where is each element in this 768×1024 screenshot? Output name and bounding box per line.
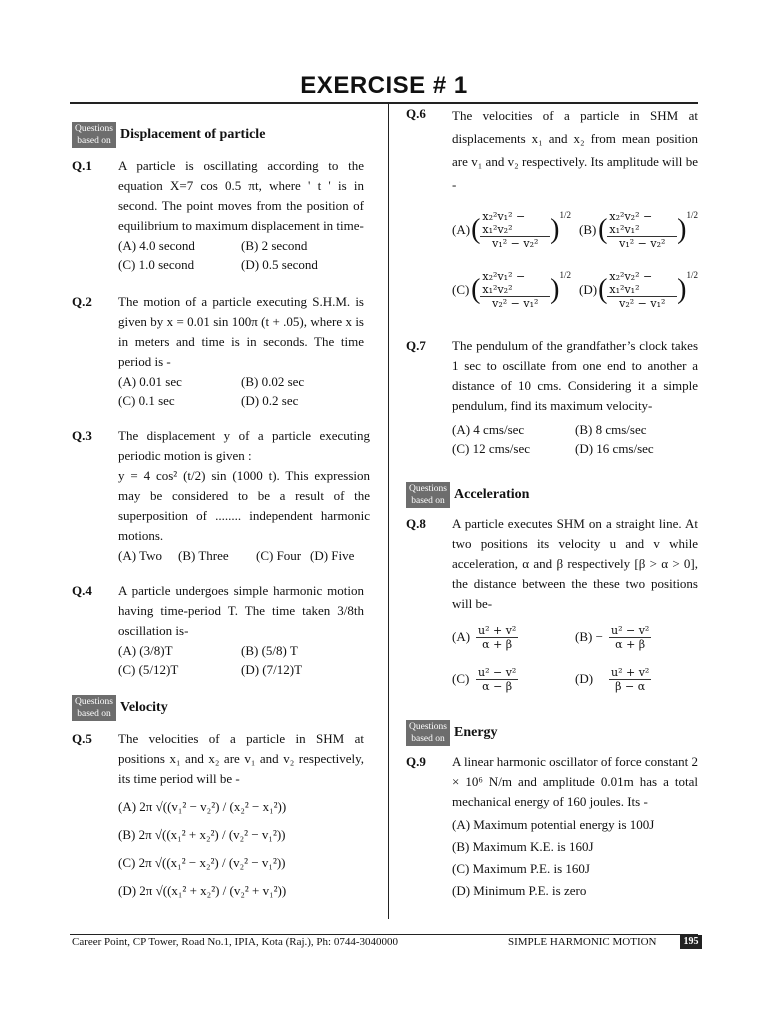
- question-number: Q.4: [72, 583, 92, 598]
- question-text-cont: y = 4 cos² (t/2) sin (1000 t). This expression may be considered to be a result of the superposition of ........ independent harmonic motions.: [118, 468, 370, 543]
- option-b: (B) (5/8) T: [241, 643, 298, 658]
- option-a-denominator: α + β: [482, 637, 513, 651]
- question-text: A particle executes SHM on a straight line. At two positions its velocity u and v while acceleration, α and β respectively [β > α > 0], the distance between the these two positions will be-: [452, 516, 698, 611]
- option-b: (B) 8 cms/sec: [575, 422, 647, 437]
- option-a: (A) 0.01 sec: [118, 374, 182, 389]
- section-header: [72, 693, 364, 723]
- option-a-label: (A): [452, 222, 471, 237]
- option-d: (D) 0.5 second: [241, 257, 318, 272]
- option-d: (D) 0.2 sec: [241, 393, 299, 408]
- option-d-label: (D): [575, 671, 594, 686]
- options: [452, 420, 698, 458]
- footer-publisher: Career Point, CP Tower, Road No.1, IPIA, Kota (Raj.), Ph: 0744-3040000: [72, 936, 399, 948]
- option-c: (C) Maximum P.E. is 160J: [452, 861, 590, 876]
- option-b: (B) 2 second: [241, 238, 308, 253]
- option-a-numerator: u² + v²: [478, 623, 517, 637]
- options: [118, 372, 364, 410]
- question-number: Q.3: [72, 428, 92, 443]
- question-number: Q.7: [406, 338, 426, 353]
- question-2: [72, 292, 364, 410]
- option-a: (A) 4 cms/sec: [452, 422, 525, 437]
- option-c: (C) 0.1 sec: [118, 393, 175, 408]
- option-d-denominator: β − α: [615, 679, 646, 693]
- option-d-numerator: u² + v²: [611, 665, 650, 679]
- option-a: (A) (3/8)T: [118, 643, 173, 658]
- page-title: EXERCISE # 1: [300, 72, 468, 99]
- question-text: A particle undergoes simple harmonic motion having time-period T. The time taken 3/8th oscillation is-: [118, 583, 364, 638]
- option-a: (A) 2π √((v₁² − v₂²) / (x₂² − x₁²)): [118, 799, 287, 814]
- option-c-denominator: v₂² − v₁²: [492, 297, 539, 310]
- footer-rule: [70, 934, 698, 935]
- question-text: The velocities of a particle in SHM at positions x₁ and x₂ are v₁ and v₂ respectively, its time period will be -: [118, 731, 364, 786]
- column-divider: [388, 104, 389, 919]
- footer-chapter: SIMPLE HARMONIC MOTION: [508, 936, 657, 948]
- section-header: [406, 718, 698, 748]
- option-b-numerator: u² − v²: [611, 623, 650, 637]
- question-number: Q.8: [406, 516, 426, 531]
- option-a: (A) Two: [118, 548, 162, 563]
- option-d: (D) 16 cms/sec: [575, 441, 654, 456]
- section-badge: Questions based on: [406, 720, 450, 746]
- option-c-label: (C): [452, 671, 470, 686]
- options: (A) ( $\frac{\text{x₂²v₁² − x₁²v₂²}}{\text{v₁² − v₂²}}$ ) 1/2 (B) ( $\frac{\text{x₂²v₂² − x₁²v₁²}}{\text{v₁² − v₂²}}$ ) 1/2 (C) ( $\frac{\text{x₂²v₁² − x₁²v₂²}}{\text{v₂² − v₁²}}$ ) 1/2 (D) ( $\frac{\text{x₂²v₂² − x₁²v₁²}}{\text{v₂² − v₁²}}$ ) 1/2: [452, 210, 698, 310]
- option-c-label: (C): [452, 282, 470, 297]
- option-b-denominator: v₁² − v₂²: [619, 237, 666, 250]
- option-d-label: (D): [579, 282, 598, 297]
- section-badge: Questions based on: [406, 482, 450, 508]
- option-c-numerator: x₂²v₁² − x₁²v₂²: [480, 270, 550, 297]
- question-number: Q.5: [72, 731, 92, 746]
- question-4: [72, 581, 364, 679]
- option-b-fraction: [607, 210, 677, 250]
- option-b: (B) 2π √((x₁² + x₂²) / (v₂² − v₁²)): [118, 827, 286, 842]
- question-3: [72, 426, 370, 565]
- option-d: (D) Minimum P.E. is zero: [452, 883, 587, 898]
- option-c-denominator: α − β: [482, 679, 513, 693]
- option-b-fraction: [609, 624, 651, 651]
- option-b-label: (B): [579, 222, 597, 237]
- options: [452, 814, 698, 902]
- option-d: (D) 2π √((x₁² + x₂²) / (v₂² + v₁²)): [118, 883, 287, 898]
- question-text: A particle is oscillating according to the equation X=7 cos 0.5 πt, where ' t ' is in second. The point moves from the position of equilibrium to maximum displacement in time-: [118, 158, 364, 233]
- option-a-numerator: x₂²v₁² − x₁²v₂²: [480, 210, 550, 237]
- section-title: Velocity: [120, 700, 168, 715]
- option-b-numerator: x₂²v₂² − x₁²v₁²: [607, 210, 677, 237]
- option-d-numerator: x₂²v₂² − x₁²v₁²: [607, 270, 677, 297]
- option-b: (B) 0.02 sec: [241, 374, 305, 389]
- option-c: (C) (5/12)T: [118, 662, 179, 677]
- option-d: (D) (7/12)T: [241, 662, 303, 677]
- section-title: Displacement of particle: [120, 127, 266, 142]
- question-9: [406, 752, 698, 902]
- question-text: The displacement y of a particle executing periodic motion is given :: [118, 428, 370, 463]
- section-title: Energy: [454, 725, 498, 740]
- option-d-denominator: v₂² − v₁²: [619, 297, 666, 310]
- options: [118, 546, 370, 565]
- question-text: The pendulum of the grandfather’s clock takes 1 sec to oscillate from one end to another a distance of 10 cms. Considering it a simple pendulum, find its maximum velocity-: [452, 338, 698, 413]
- question-8: [406, 514, 698, 698]
- question-6: [406, 104, 698, 316]
- question-text: The motion of a particle executing S.H.M. is given by x = 0.01 sin 100π (t + .05), where x is in meters and time is in seconds. The time period is -: [118, 294, 364, 369]
- option-a-fraction: [480, 210, 550, 250]
- option-c: (C) 1.0 second: [118, 257, 195, 272]
- page-number: 195: [680, 935, 702, 949]
- option-b-label: (B) −: [575, 629, 603, 644]
- option-c-fraction: [476, 666, 518, 693]
- question-number: Q.6: [406, 106, 426, 121]
- left-column: [72, 120, 370, 905]
- option-a-fraction: [476, 624, 518, 651]
- option-c: (C) Four: [256, 548, 302, 563]
- option-d-fraction: [607, 270, 677, 310]
- options: [118, 236, 364, 274]
- question-5: [72, 729, 364, 905]
- option-c: (C) 2π √((x₁² − x₂²) / (v₂² − v₁²)): [118, 855, 286, 870]
- option-a-exponent: 1/2: [559, 210, 571, 220]
- options: [118, 793, 364, 905]
- option-c-fraction: [480, 270, 550, 310]
- section-badge: Questions based on: [72, 122, 116, 148]
- option-d-exponent: 1/2: [686, 270, 698, 280]
- option-b: (B) Maximum K.E. is 160J: [452, 839, 594, 854]
- option-d-fraction: [609, 666, 651, 693]
- section-title: Acceleration: [454, 487, 530, 502]
- option-c-numerator: u² − v²: [478, 665, 517, 679]
- section-header: [72, 120, 364, 150]
- option-b-denominator: α + β: [615, 637, 646, 651]
- question-7: [406, 336, 698, 458]
- option-a: (A) Maximum potential energy is 100J: [452, 817, 655, 832]
- option-c-exponent: 1/2: [559, 270, 571, 280]
- option-a-denominator: v₁² − v₂²: [492, 237, 539, 250]
- right-column: [406, 104, 698, 902]
- option-a-label: (A): [452, 629, 471, 644]
- options: [452, 618, 698, 698]
- section-header: [406, 480, 698, 510]
- option-b: (B) Three: [178, 548, 229, 563]
- question-text: The velocities of a particle in SHM at displacements x₁ and x₂ from mean position are v₁ and v₂ respectively. Its amplitude will be -: [452, 108, 698, 192]
- option-a: (A) 4.0 second: [118, 238, 195, 253]
- option-c: (C) 12 cms/sec: [452, 441, 530, 456]
- option-b-exponent: 1/2: [686, 210, 698, 220]
- question-number: Q.9: [406, 754, 426, 769]
- options: [118, 641, 364, 679]
- question-1: [72, 156, 364, 274]
- option-d: (D) Five: [310, 548, 355, 563]
- section-badge: Questions based on: [72, 695, 116, 721]
- question-text: A linear harmonic oscillator of force constant 2 × 10⁶ N/m and amplitude 0.01m has a total mechanical energy of 160 joules. Its -: [452, 754, 698, 809]
- question-number: Q.2: [72, 294, 92, 309]
- question-number: Q.1: [72, 158, 92, 173]
